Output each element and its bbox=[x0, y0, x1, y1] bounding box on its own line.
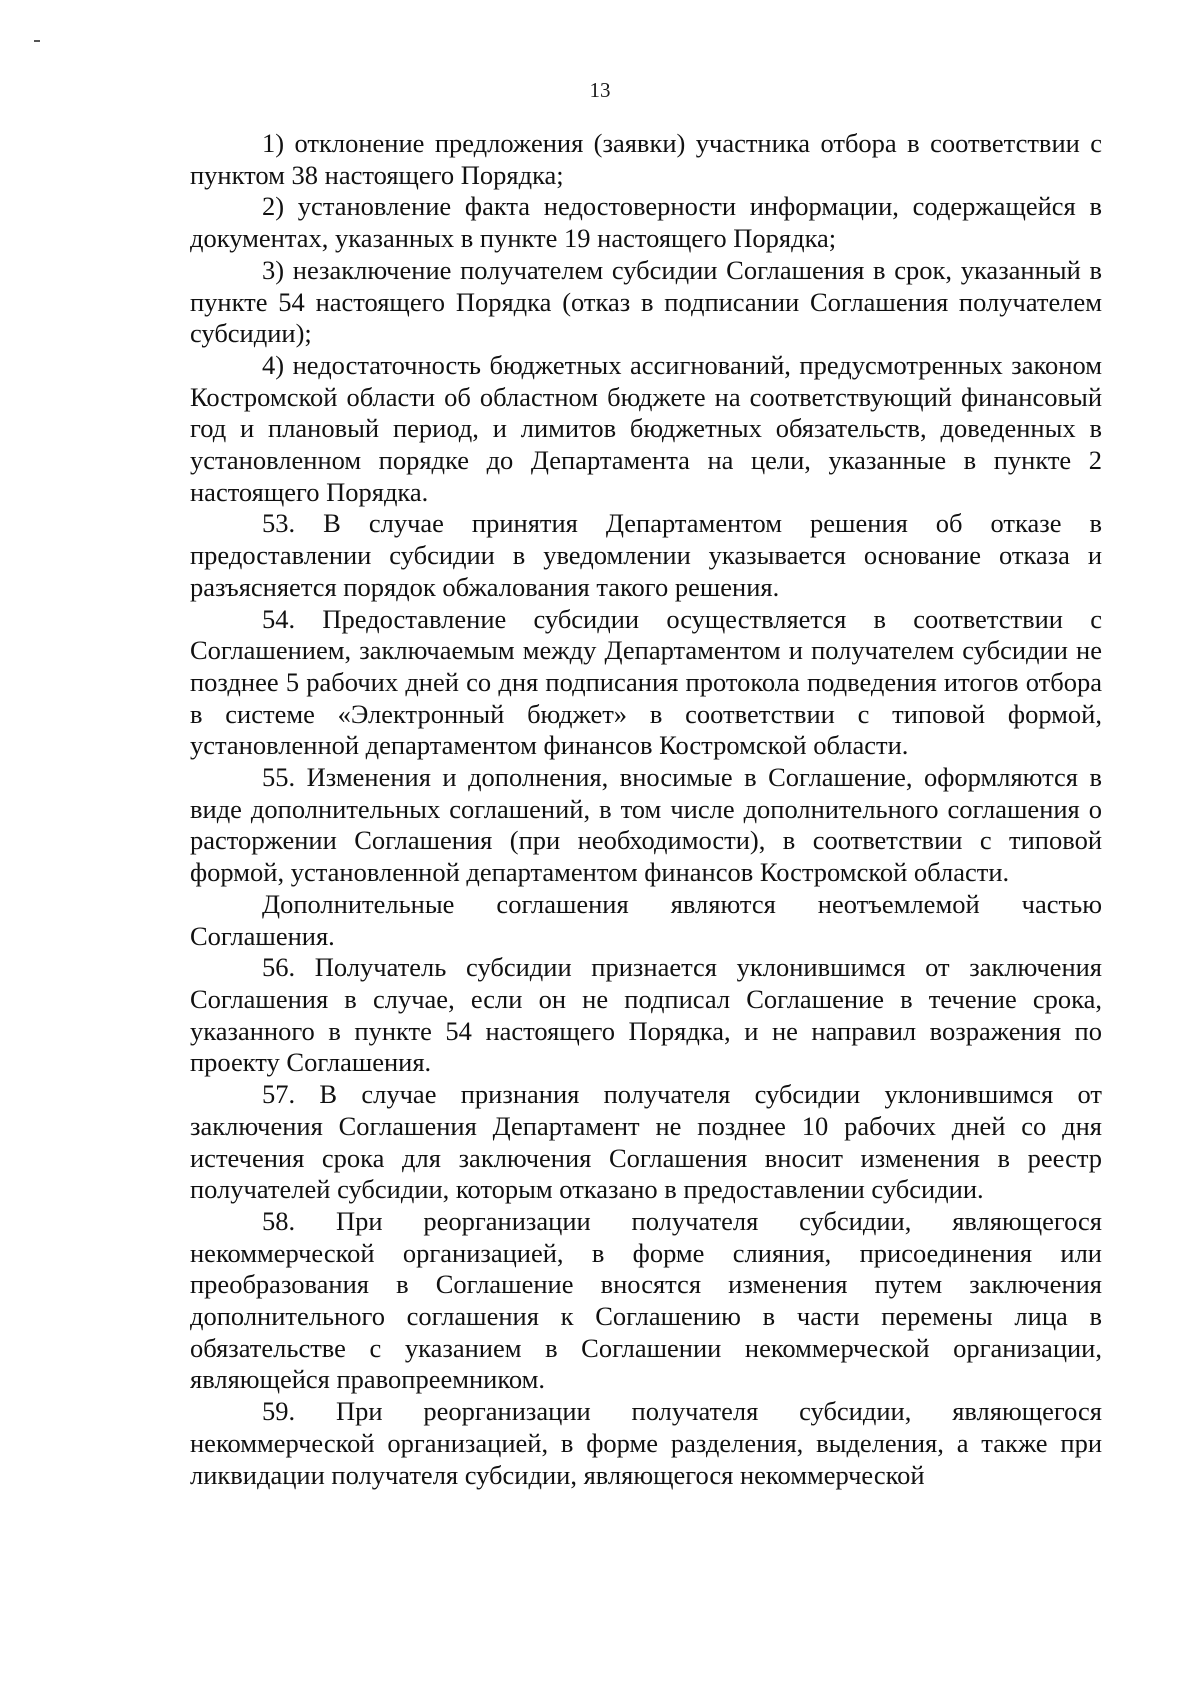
paragraph-item-3: 3) незаключение получателем субсидии Соглашения в срок, указанный в пункте 54 настоящего Порядка (отказ в подписании Соглашения получателем субсидии); bbox=[190, 254, 1102, 349]
paragraph-item-2: 2) установление факта недостоверности информации, содержащейся в документах, указанных в пункте 19 настоящего Порядка; bbox=[190, 191, 1102, 254]
paragraph-55: 55. Изменения и дополнения, вносимые в Соглашение, оформляются в виде дополнительных соглашений, в том числе дополнительного соглашения о расторжении Соглашения (при необходимости), в соответствии с типовой формой, установленной департаментом финансов Костромской области. bbox=[190, 762, 1102, 888]
scan-artifact bbox=[34, 40, 40, 42]
paragraph-55-continuation: Дополнительные соглашения являются неотъемлемой частью Соглашения. bbox=[190, 888, 1102, 951]
document-body bbox=[190, 128, 1102, 1491]
paragraph-item-1: 1) отклонение предложения (заявки) участника отбора в соответствии с пунктом 38 настоящего Порядка; bbox=[190, 128, 1102, 190]
paragraph-58: 58. При реорганизации получателя субсидии, являющегося некоммерческой организацией, в форме слияния, присоединения или преобразования в Соглашение вносятся изменения путем заключения дополнительного соглашения к Соглашению в части перемены лица в обязательстве с указанием в Соглашении некоммерческой организации, являющейся правопреемником. bbox=[190, 1205, 1102, 1395]
paragraph-54: 54. Предоставление субсидии осуществляется в соответствии с Соглашением, заключаемым между Департаментом и получателем субсидии не позднее 5 рабочих дней со дня подписания протокола подведения итогов отбора в системе «Электронный бюджет» в соответствии с типовой формой, установленной департаментом финансов Костромской области. bbox=[190, 603, 1102, 761]
paragraph-57: 57. В случае признания получателя субсидии уклонившимся от заключения Соглашения Департамент не позднее 10 рабочих дней со дня истечения срока для заключения Соглашения вносит изменения в реестр получателей субсидии, которым отказано в предоставлении субсидии. bbox=[190, 1079, 1102, 1205]
paragraph-item-4: 4) недостаточность бюджетных ассигнований, предусмотренных законом Костромской области об областном бюджете на соответствующий финансовый год и плановый период, и лимитов бюджетных обязательств, доведенных в установленном порядке до Департамента на цели, указанные в пункте 2 настоящего Порядка. bbox=[190, 349, 1102, 507]
paragraph-59: 59. При реорганизации получателя субсидии, являющегося некоммерческой организацией, в форме разделения, выделения, а также при ликвидации получателя субсидии, являющегося некоммерческой bbox=[190, 1396, 1102, 1490]
page-number: 13 bbox=[589, 78, 611, 102]
paragraph-56: 56. Получатель субсидии признается уклонившимся от заключения Соглашения в случае, если он не подписал Соглашение в течение срока, указанного в пункте 54 настоящего Порядка, и не направил возражения по проекту Соглашения. bbox=[190, 952, 1102, 1078]
paragraph-53: 53. В случае принятия Департаментом решения об отказе в предоставлении субсидии в уведомлении указывается основание отказа и разъясняется порядок обжалования такого решения. bbox=[190, 508, 1102, 602]
